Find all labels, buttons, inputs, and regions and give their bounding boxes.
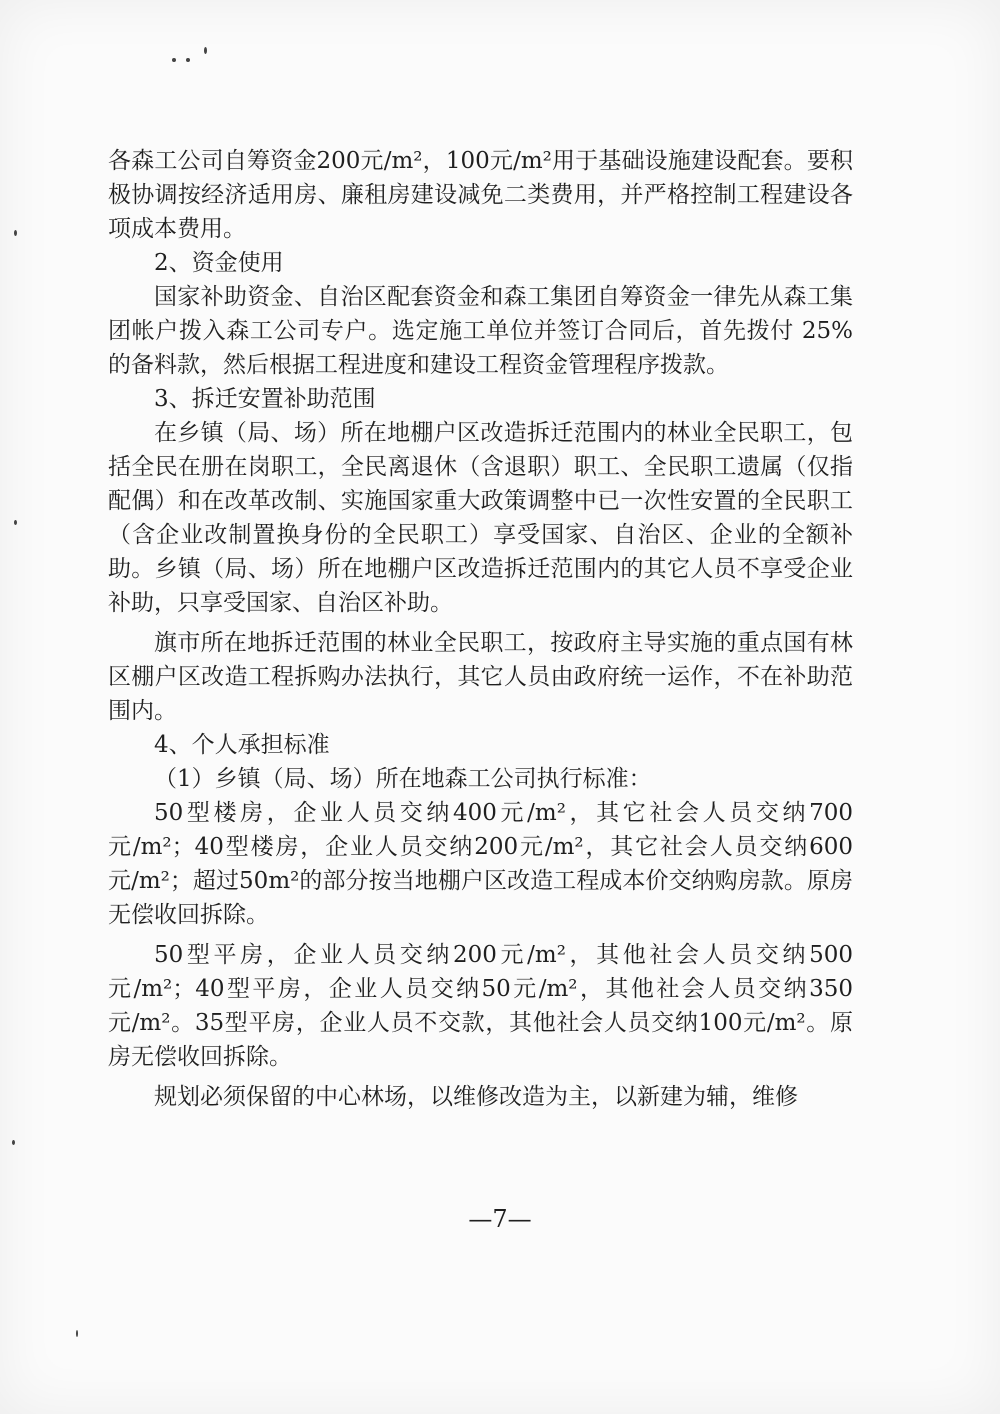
- scan-speck: [12, 1140, 15, 1145]
- paragraph-central-forest-farm: 规划必须保留的中心林场，以维修改造为主，以新建为辅，维修: [154, 1084, 798, 1110]
- section-heading-individual-burden: 4、个人承担标准: [154, 732, 330, 758]
- page-number: —7—: [468, 1205, 532, 1233]
- scan-speck: [186, 58, 190, 62]
- scan-speck: [76, 1330, 78, 1337]
- scan-speck: [172, 58, 176, 62]
- scan-speck: [14, 520, 17, 525]
- section-heading-fund-usage: 2、资金使用: [154, 250, 284, 276]
- paragraph-fund-usage: 国家补助资金、自治区配套资金和森工集团自筹资金一律先从森工集团帐户拨入森工公司专户。选定施工单位并签订合同后，首先拨付 25%的备料款，然后根据工程进度和建设工程资金管理程序拨款。: [108, 284, 853, 378]
- section-heading-relocation-subsidy-scope: 3、拆迁安置补助范围: [154, 386, 376, 412]
- document-body: [108, 144, 853, 1114]
- paragraph-bungalow-standard: 50型平房，企业人员交纳200元/m²，其他社会人员交纳500元/m²；40型平房，企业人员交纳50元/m²，其他社会人员交纳350元/m²。35型平房，企业人员不交款，其他社会人员交纳100元/m²。原房无偿收回拆除。: [108, 942, 853, 1070]
- paragraph-city-relocation-scope: 旗市所在地拆迁范围的林业全民职工，按政府主导实施的重点国有林区棚户区改造工程拆购办法执行，其它人员由政府统一运作，不在补助范围内。: [108, 630, 853, 724]
- paragraph-building-standard: 50型楼房，企业人员交纳400元/m²，其它社会人员交纳700元/m²；40型楼房，企业人员交纳200元/m²，其它社会人员交纳600元/m²；超过50m²的部分按当地棚户区改造工程成本价交纳购房款。原房无偿收回拆除。: [108, 800, 853, 928]
- scan-speck: [204, 47, 207, 54]
- paragraph-township-relocation-scope: 在乡镇（局、场）所在地棚户区改造拆迁范围内的林业全民职工，包括全民在册在岗职工，全民离退休（含退职）职工、全民职工遗属（仅指配偶）和在改革改制、实施国家重大政策调整中已一次性安置的全民职工（含企业改制置换身份的全民职工）享受国家、自治区、企业的全额补助。乡镇（局、场）所在地棚户区改造拆迁范围内的其它人员不享受企业补助，只享受国家、自治区补助。: [108, 420, 853, 616]
- paragraph-funding-self-raised: 各森工公司自筹资金200元/m²，100元/m²用于基础设施建设配套。要积极协调按经济适用房、廉租房建设减免二类费用，并严格控制工程建设各项成本费用。: [108, 148, 853, 242]
- subsection-heading-township-standard: （1）乡镇（局、场）所在地森工公司执行标准：: [154, 766, 652, 792]
- scan-speck: [14, 230, 17, 236]
